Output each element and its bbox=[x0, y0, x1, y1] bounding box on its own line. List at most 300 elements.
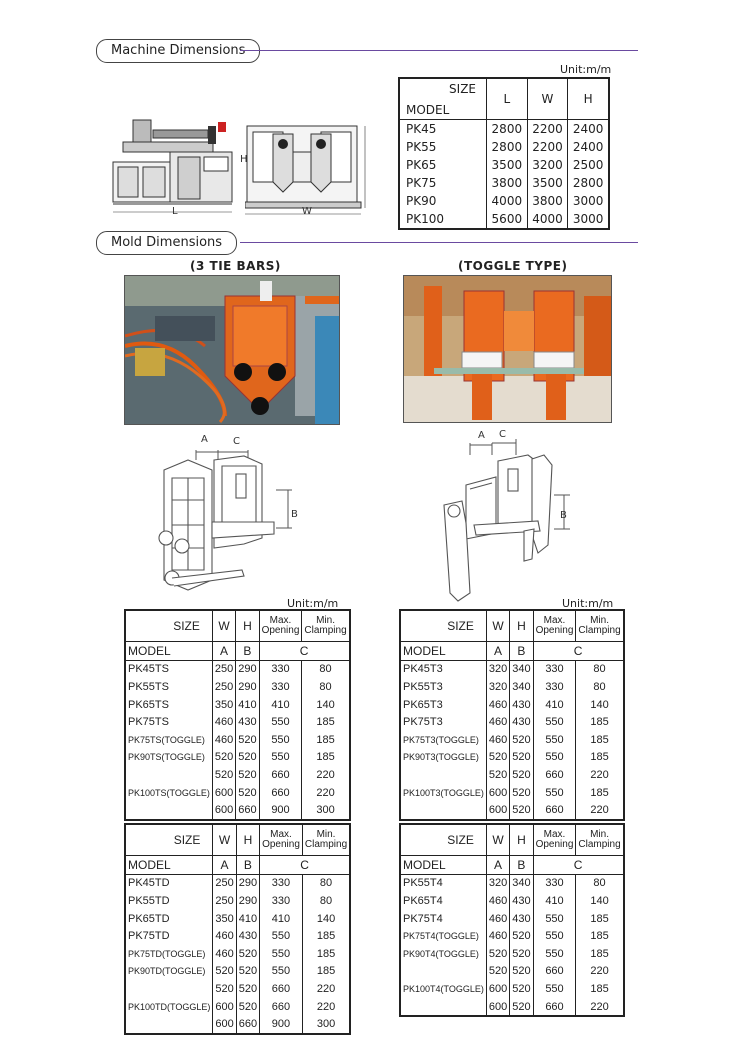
cell-w: 3500 bbox=[527, 174, 568, 192]
size-label: SIZE bbox=[449, 82, 476, 96]
table-subheader bbox=[400, 642, 624, 661]
cell-a: 520 bbox=[486, 766, 509, 784]
cell-b: 520 bbox=[510, 784, 533, 802]
subheader-b: B bbox=[510, 642, 533, 661]
cell-max: 550 bbox=[533, 713, 576, 731]
cell-min: 220 bbox=[302, 766, 350, 784]
table-row bbox=[125, 874, 350, 892]
section-header-mold-dimensions: Mold Dimensions bbox=[96, 231, 237, 255]
diagram-left-label-b: B bbox=[291, 509, 298, 520]
header-min-line2: Clamping bbox=[578, 839, 621, 850]
header-min-line1: Min. bbox=[590, 615, 609, 626]
cell-a: 520 bbox=[212, 749, 235, 767]
cell-min: 185 bbox=[576, 784, 624, 802]
cell-max: 410 bbox=[259, 696, 302, 714]
cell-l: 3500 bbox=[487, 156, 528, 174]
cell-model: PK65TS bbox=[128, 698, 169, 711]
cell-max: 550 bbox=[533, 731, 576, 749]
subheader-a: A bbox=[486, 856, 509, 875]
cell-model: PK75TS(TOGGLE) bbox=[128, 734, 205, 745]
cell-b: 520 bbox=[236, 980, 259, 998]
table-row bbox=[125, 910, 350, 928]
cell-b: 520 bbox=[236, 784, 259, 802]
cell-max: 410 bbox=[533, 892, 576, 910]
cell-model bbox=[400, 766, 486, 784]
header-max-line2: Opening bbox=[262, 839, 300, 850]
table-row bbox=[400, 963, 624, 981]
cell-b: 290 bbox=[236, 874, 259, 892]
cell-b: 520 bbox=[510, 963, 533, 981]
cell-a: 460 bbox=[213, 927, 236, 945]
table-row bbox=[125, 892, 350, 910]
cell-l: 2800 bbox=[487, 120, 528, 139]
table-row bbox=[125, 731, 350, 749]
header-max-line2: Opening bbox=[535, 625, 574, 636]
table-row bbox=[400, 945, 624, 963]
cell-max: 550 bbox=[533, 980, 576, 998]
subheader-c: C bbox=[533, 856, 624, 875]
cell-model: PK55TD bbox=[128, 894, 170, 907]
table-row bbox=[125, 713, 350, 731]
cell-max: 660 bbox=[260, 998, 303, 1016]
cell-a: 460 bbox=[486, 892, 509, 910]
header-min bbox=[576, 610, 624, 642]
cell-model: PK75TS bbox=[128, 716, 169, 729]
header-w: W bbox=[213, 824, 236, 856]
cell-model: PK45T3 bbox=[403, 663, 443, 676]
cell-l: 5600 bbox=[487, 210, 528, 229]
table-row bbox=[125, 980, 350, 998]
cell-model: PK100TS(TOGGLE) bbox=[128, 787, 210, 798]
cell-h: 3000 bbox=[568, 210, 609, 229]
cell-model: PK75 bbox=[406, 176, 437, 190]
diagram-right-label-a: A bbox=[478, 430, 485, 441]
cell-min: 185 bbox=[302, 963, 350, 981]
cell-b: 340 bbox=[510, 678, 533, 696]
cell-a: 600 bbox=[486, 980, 509, 998]
cell-min: 185 bbox=[302, 749, 350, 767]
cell-h: 3000 bbox=[568, 192, 609, 210]
machine-unit-label: Unit:m/m bbox=[560, 63, 612, 76]
mold-unit-label-right: Unit:m/m bbox=[562, 597, 614, 610]
table-row bbox=[399, 138, 609, 156]
header-size: SIZE bbox=[400, 824, 486, 856]
table-row bbox=[399, 174, 609, 192]
cell-max: 660 bbox=[259, 766, 302, 784]
cell-max: 550 bbox=[260, 945, 303, 963]
cell-b: 430 bbox=[236, 927, 259, 945]
table-header bbox=[399, 78, 609, 120]
subheader-a: A bbox=[213, 856, 236, 875]
table-row bbox=[400, 749, 624, 767]
table-row bbox=[125, 945, 350, 963]
cell-a: 460 bbox=[486, 927, 509, 945]
header-min-line1: Min. bbox=[590, 829, 609, 840]
cell-min: 220 bbox=[576, 963, 624, 981]
cell-model: PK90TS(TOGGLE) bbox=[128, 752, 205, 763]
cell-max: 330 bbox=[260, 892, 303, 910]
cell-model bbox=[400, 801, 486, 820]
cell-b: 520 bbox=[510, 945, 533, 963]
mold-unit-label-left: Unit:m/m bbox=[287, 597, 339, 610]
cell-a: 250 bbox=[212, 660, 235, 678]
l-header: L bbox=[487, 78, 528, 120]
cell-model: PK75T3(TOGGLE) bbox=[403, 734, 479, 745]
cell-max: 330 bbox=[533, 660, 576, 678]
cell-min: 220 bbox=[576, 998, 624, 1017]
table-row bbox=[125, 1015, 350, 1034]
header-max bbox=[533, 610, 576, 642]
header-w: W bbox=[486, 824, 509, 856]
cell-l: 3800 bbox=[487, 174, 528, 192]
header-max bbox=[259, 610, 302, 642]
cell-b: 290 bbox=[236, 660, 259, 678]
cell-max: 330 bbox=[259, 678, 302, 696]
header-min-line1: Min. bbox=[316, 615, 335, 626]
cell-min: 80 bbox=[576, 660, 624, 678]
table-subheader bbox=[125, 642, 350, 661]
header-max-line2: Opening bbox=[535, 839, 574, 850]
table-row bbox=[400, 927, 624, 945]
header-size: SIZE bbox=[125, 610, 212, 642]
cell-max: 550 bbox=[533, 927, 576, 945]
subheader-b: B bbox=[510, 856, 533, 875]
size-model-header bbox=[399, 78, 487, 120]
cell-min: 220 bbox=[302, 980, 350, 998]
table-row bbox=[125, 801, 350, 820]
cell-max: 660 bbox=[533, 998, 576, 1017]
cell-model: PK100 bbox=[406, 212, 445, 226]
cell-a: 320 bbox=[486, 660, 509, 678]
mold-dimensions-table bbox=[124, 823, 351, 1035]
table-row bbox=[400, 766, 624, 784]
cell-w: 3800 bbox=[527, 192, 568, 210]
cell-a: 460 bbox=[486, 910, 509, 928]
table-row bbox=[400, 784, 624, 802]
cell-model: PK100T4(TOGGLE) bbox=[403, 983, 484, 994]
cell-max: 900 bbox=[260, 1015, 303, 1034]
cell-min: 185 bbox=[576, 927, 624, 945]
diagram-3-tie-bars-platen bbox=[152, 430, 302, 605]
cell-model: PK45 bbox=[406, 122, 437, 136]
cell-a: 520 bbox=[486, 963, 509, 981]
subheader-model: MODEL bbox=[125, 642, 212, 661]
cell-a: 460 bbox=[486, 696, 509, 714]
dim-label-h: H bbox=[240, 154, 248, 165]
cell-w: 3200 bbox=[527, 156, 568, 174]
header-w: W bbox=[212, 610, 235, 642]
cell-model: PK55T4 bbox=[403, 877, 443, 890]
cell-b: 430 bbox=[510, 713, 533, 731]
cell-w: 2200 bbox=[527, 120, 568, 139]
diagram-right-label-b: B bbox=[560, 510, 567, 521]
cell-min: 140 bbox=[576, 892, 624, 910]
header-h: H bbox=[510, 610, 533, 642]
cell-a: 600 bbox=[486, 998, 509, 1017]
table-header bbox=[400, 824, 624, 856]
cell-h: 2400 bbox=[568, 138, 609, 156]
cell-a: 600 bbox=[213, 1015, 236, 1034]
table-row bbox=[125, 660, 350, 678]
cell-max: 550 bbox=[533, 784, 576, 802]
cell-model bbox=[125, 801, 212, 820]
subheader-model: MODEL bbox=[400, 856, 486, 875]
cell-b: 430 bbox=[510, 910, 533, 928]
table-row bbox=[400, 801, 624, 820]
subheader-a: A bbox=[212, 642, 235, 661]
cell-model bbox=[400, 963, 486, 981]
cell-l: 2800 bbox=[487, 138, 528, 156]
cell-model: PK100T3(TOGGLE) bbox=[403, 787, 484, 798]
section-rule bbox=[240, 242, 638, 243]
cell-b: 520 bbox=[236, 749, 259, 767]
cell-b: 520 bbox=[510, 749, 533, 767]
cell-model: PK45TD bbox=[128, 877, 170, 890]
cell-max: 550 bbox=[260, 963, 303, 981]
cell-min: 220 bbox=[302, 784, 350, 802]
table-row bbox=[400, 713, 624, 731]
cell-b: 520 bbox=[510, 927, 533, 945]
table-row bbox=[399, 210, 609, 229]
cell-a: 600 bbox=[212, 784, 235, 802]
subheader-c: C bbox=[260, 856, 351, 875]
photo-toggle-type-mold bbox=[403, 275, 612, 423]
subheader-c: C bbox=[259, 642, 350, 661]
header-h: H bbox=[510, 824, 533, 856]
cell-max: 410 bbox=[260, 910, 303, 928]
cell-l: 4000 bbox=[487, 192, 528, 210]
dim-label-w: W bbox=[302, 206, 312, 217]
cell-model bbox=[125, 766, 212, 784]
cell-min: 80 bbox=[576, 678, 624, 696]
cell-b: 340 bbox=[510, 660, 533, 678]
diagram-left-label-a: A bbox=[201, 434, 208, 445]
header-min bbox=[576, 824, 624, 856]
cell-min: 185 bbox=[302, 731, 350, 749]
header-max-line1: Max. bbox=[543, 615, 566, 626]
header-max-line1: Max. bbox=[269, 615, 292, 626]
cell-model: PK90 bbox=[406, 194, 437, 208]
cell-min: 185 bbox=[576, 749, 624, 767]
header-max-line1: Max. bbox=[543, 829, 566, 840]
cell-b: 290 bbox=[236, 892, 259, 910]
table-row bbox=[125, 963, 350, 981]
cell-a: 350 bbox=[212, 696, 235, 714]
cell-max: 550 bbox=[259, 749, 302, 767]
header-max-line1: Max. bbox=[270, 829, 292, 840]
cell-model: PK65 bbox=[406, 158, 437, 172]
cell-model: PK75TD bbox=[128, 930, 170, 943]
mold-dimensions-table bbox=[124, 609, 351, 821]
cell-min: 220 bbox=[576, 766, 624, 784]
cell-b: 430 bbox=[510, 892, 533, 910]
header-max-line2: Opening bbox=[261, 625, 300, 636]
header-w: W bbox=[486, 610, 509, 642]
machine-dimensions-table bbox=[398, 77, 610, 230]
cell-b: 660 bbox=[236, 801, 259, 820]
cell-a: 460 bbox=[486, 731, 509, 749]
cell-min: 80 bbox=[302, 874, 350, 892]
mold-dimensions-table bbox=[399, 609, 625, 821]
cell-min: 300 bbox=[302, 801, 350, 820]
caption-toggle-type: (TOGGLE TYPE) bbox=[458, 259, 568, 273]
cell-max: 660 bbox=[533, 801, 576, 820]
cell-max: 900 bbox=[259, 801, 302, 820]
subheader-a: A bbox=[486, 642, 509, 661]
table-row bbox=[400, 910, 624, 928]
cell-min: 185 bbox=[576, 713, 624, 731]
cell-a: 520 bbox=[212, 766, 235, 784]
header-size: SIZE bbox=[125, 824, 213, 856]
cell-model: PK55TS bbox=[128, 680, 169, 693]
header-min-line1: Min. bbox=[316, 829, 336, 840]
cell-min: 185 bbox=[302, 713, 350, 731]
cell-b: 520 bbox=[236, 945, 259, 963]
header-size: SIZE bbox=[400, 610, 486, 642]
cell-b: 520 bbox=[510, 801, 533, 820]
cell-model: PK75T4(TOGGLE) bbox=[403, 931, 479, 942]
cell-model: PK65T3 bbox=[403, 698, 443, 711]
cell-a: 460 bbox=[486, 713, 509, 731]
cell-a: 460 bbox=[213, 945, 236, 963]
cell-b: 520 bbox=[236, 963, 259, 981]
caption-3-tie-bars: (3 TIE BARS) bbox=[190, 259, 281, 273]
cell-h: 2500 bbox=[568, 156, 609, 174]
cell-max: 660 bbox=[533, 766, 576, 784]
table-subheader bbox=[400, 856, 624, 875]
cell-max: 550 bbox=[259, 731, 302, 749]
cell-w: 4000 bbox=[527, 210, 568, 229]
cell-min: 80 bbox=[576, 874, 624, 892]
cell-model: PK75T3 bbox=[403, 716, 443, 729]
cell-max: 550 bbox=[260, 927, 303, 945]
cell-b: 520 bbox=[236, 766, 259, 784]
cell-b: 410 bbox=[236, 910, 259, 928]
table-row bbox=[399, 156, 609, 174]
cell-model bbox=[400, 998, 486, 1017]
photo-3-tie-bars-mold bbox=[124, 275, 340, 425]
cell-model: PK75T4 bbox=[403, 912, 443, 925]
cell-a: 520 bbox=[213, 963, 236, 981]
subheader-model: MODEL bbox=[400, 642, 486, 661]
cell-min: 185 bbox=[576, 910, 624, 928]
cell-a: 250 bbox=[212, 678, 235, 696]
section-header-machine-dimensions: Machine Dimensions bbox=[96, 39, 260, 63]
cell-max: 550 bbox=[533, 749, 576, 767]
cell-b: 430 bbox=[236, 713, 259, 731]
header-max bbox=[533, 824, 576, 856]
cell-a: 250 bbox=[213, 892, 236, 910]
subheader-b: B bbox=[236, 856, 259, 875]
section-rule bbox=[240, 50, 638, 51]
cell-a: 460 bbox=[212, 713, 235, 731]
cell-min: 185 bbox=[576, 731, 624, 749]
cell-a: 520 bbox=[213, 980, 236, 998]
cell-max: 330 bbox=[259, 660, 302, 678]
cell-h: 2400 bbox=[568, 120, 609, 139]
cell-model: PK100TD(TOGGLE) bbox=[128, 1001, 211, 1012]
cell-model: PK75TD(TOGGLE) bbox=[128, 948, 206, 959]
cell-model: PK90TD(TOGGLE) bbox=[128, 966, 206, 977]
h-header: H bbox=[568, 78, 609, 120]
table-header bbox=[400, 610, 624, 642]
header-max bbox=[260, 824, 303, 856]
cell-model: PK90T4(TOGGLE) bbox=[403, 948, 479, 959]
cell-model: PK45TS bbox=[128, 663, 169, 676]
cell-min: 80 bbox=[302, 892, 350, 910]
cell-b: 290 bbox=[236, 678, 259, 696]
cell-max: 550 bbox=[533, 910, 576, 928]
cell-b: 520 bbox=[510, 980, 533, 998]
cell-max: 550 bbox=[533, 945, 576, 963]
cell-model: PK90T3(TOGGLE) bbox=[403, 752, 479, 763]
cell-a: 350 bbox=[213, 910, 236, 928]
cell-a: 600 bbox=[486, 801, 509, 820]
header-min bbox=[302, 610, 350, 642]
table-row bbox=[125, 766, 350, 784]
table-row bbox=[400, 696, 624, 714]
cell-a: 320 bbox=[486, 678, 509, 696]
diagram-right-label-c: C bbox=[499, 429, 506, 440]
mold-dimensions-table bbox=[399, 823, 625, 1017]
cell-a: 600 bbox=[486, 784, 509, 802]
cell-w: 2200 bbox=[527, 138, 568, 156]
cell-max: 550 bbox=[259, 713, 302, 731]
table-row bbox=[125, 696, 350, 714]
diagram-left-label-c: C bbox=[233, 436, 240, 447]
cell-min: 80 bbox=[302, 678, 350, 696]
table-row bbox=[125, 998, 350, 1016]
cell-min: 140 bbox=[302, 696, 350, 714]
header-min-line2: Clamping bbox=[304, 625, 347, 636]
cell-min: 185 bbox=[576, 980, 624, 998]
model-label: MODEL bbox=[406, 103, 450, 117]
header-min-line2: Clamping bbox=[304, 839, 348, 850]
table-row bbox=[125, 678, 350, 696]
cell-a: 320 bbox=[486, 874, 509, 892]
cell-a: 520 bbox=[486, 945, 509, 963]
cell-min: 300 bbox=[302, 1015, 350, 1034]
table-row bbox=[400, 678, 624, 696]
cell-model: PK65TD bbox=[128, 912, 170, 925]
cell-a: 600 bbox=[212, 801, 235, 820]
machine-side-view-drawing bbox=[108, 112, 238, 218]
cell-max: 330 bbox=[533, 874, 576, 892]
cell-b: 340 bbox=[510, 874, 533, 892]
cell-b: 520 bbox=[510, 766, 533, 784]
cell-min: 140 bbox=[302, 910, 350, 928]
table-row bbox=[399, 120, 609, 139]
table-row bbox=[400, 874, 624, 892]
table-row bbox=[400, 731, 624, 749]
table-header bbox=[125, 610, 350, 642]
cell-b: 520 bbox=[236, 998, 259, 1016]
cell-min: 220 bbox=[302, 998, 350, 1016]
cell-a: 460 bbox=[212, 731, 235, 749]
cell-model: PK55 bbox=[406, 140, 437, 154]
cell-model bbox=[125, 1015, 213, 1034]
cell-b: 660 bbox=[236, 1015, 259, 1034]
table-row bbox=[400, 892, 624, 910]
cell-a: 250 bbox=[213, 874, 236, 892]
header-h: H bbox=[236, 824, 259, 856]
w-header: W bbox=[527, 78, 568, 120]
cell-b: 520 bbox=[510, 731, 533, 749]
cell-max: 660 bbox=[533, 963, 576, 981]
subheader-model: MODEL bbox=[125, 856, 213, 875]
cell-b: 430 bbox=[510, 696, 533, 714]
table-row bbox=[400, 980, 624, 998]
